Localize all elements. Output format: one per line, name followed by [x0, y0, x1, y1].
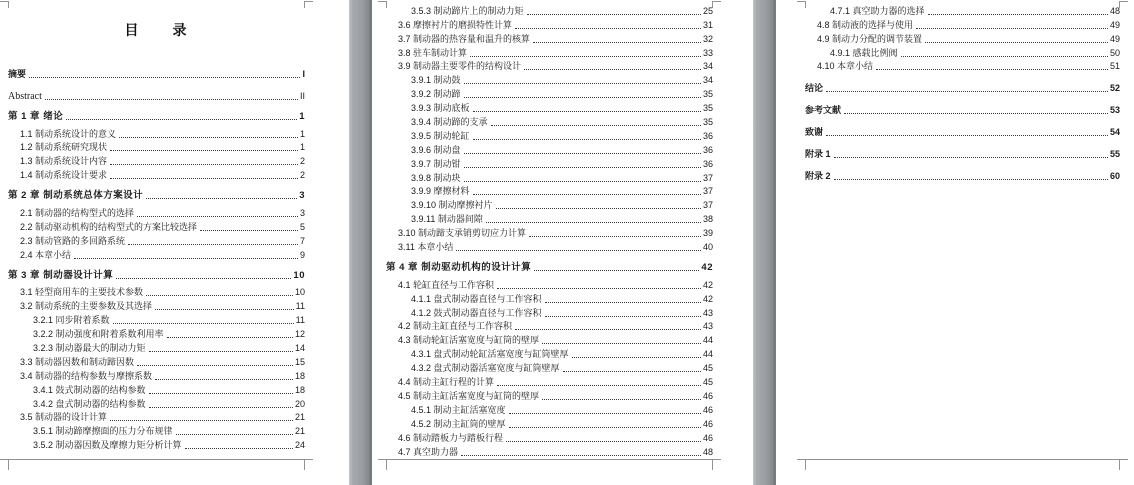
toc-entry-label: 1.1 制动系统设计的意义 [20, 128, 117, 139]
toc-entry-label: 3.2.2 制动强度和附着系数利用率 [33, 329, 164, 340]
toc-entry-label: 3.11 本章小结 [398, 242, 454, 253]
toc-entry-label: 1.3 制动系统设计内容 [20, 156, 108, 167]
dot-leader [149, 351, 293, 352]
dot-leader [834, 179, 1108, 180]
toc-entry[interactable] [386, 114, 713, 128]
dot-leader [515, 329, 701, 330]
toc-entry[interactable] [8, 285, 305, 299]
toc-entry[interactable] [386, 59, 713, 73]
toc-entry-page: 11 [295, 315, 305, 326]
toc-entry-page: 50 [1109, 47, 1120, 58]
dot-leader [119, 137, 298, 138]
toc-entry-page: 3 [299, 190, 305, 202]
dot-leader [473, 111, 701, 112]
toc-entry[interactable] [386, 305, 713, 319]
toc-entry-label: 3.9.5 制动轮缸 [411, 130, 470, 141]
dot-leader [110, 164, 298, 165]
toc-entry-label: 2.2 制动驱动机构的结构型式的方案比较选择 [20, 221, 198, 232]
toc-entry-page: II [299, 90, 305, 101]
toc-entry[interactable] [386, 225, 713, 239]
toc-entry-label: 3.9.9 摩擦材料 [411, 186, 470, 197]
toc-entry[interactable] [386, 17, 713, 31]
toc-entry[interactable] [386, 156, 713, 170]
dot-leader [524, 69, 701, 70]
toc-entry[interactable] [8, 312, 305, 326]
toc-entry-page: 45 [702, 363, 713, 374]
toc-entry-page: 7 [299, 235, 305, 246]
toc-entry-label: 第 4 章 制动驱动机构的设计计算 [386, 261, 532, 273]
dot-leader [137, 216, 298, 217]
toc-entry-page: 10 [294, 287, 305, 298]
toc-entry-label: 第 2 章 制动系统总体方案设计 [8, 190, 144, 202]
toc-entry-label: 3.10 制动蹄支承销剪切应力计算 [398, 228, 527, 239]
dot-leader [456, 250, 701, 251]
toc-entry-label: Abstract [8, 90, 42, 102]
toc-entry-label: 4.9.1 感载比例阀 [830, 47, 898, 58]
toc-entry-label: 3.2 制动系统的主要参数及其选择 [20, 301, 153, 312]
toc-entry-page: 34 [702, 61, 713, 72]
toc-entry-label: 2.4 本章小结 [20, 249, 72, 260]
dot-leader [527, 14, 701, 15]
toc-entry-label: 4.3.1 盘式制动轮缸活塞宽度与缸筒壁厚 [411, 349, 569, 360]
toc-entry-page: 46 [702, 390, 713, 401]
toc-entry-page: I [302, 68, 305, 79]
dot-leader [826, 91, 1108, 92]
dot-leader [464, 167, 701, 168]
dot-leader [113, 323, 294, 324]
dot-leader [146, 198, 297, 199]
toc-entry-label: 3.9 制动器主要零件的结构设计 [398, 61, 522, 72]
dot-leader [542, 399, 701, 400]
dot-leader [470, 56, 701, 57]
dot-leader [876, 69, 1108, 70]
toc-entry-page: 37 [702, 172, 713, 183]
crop-mark-bottom-right [712, 459, 713, 470]
toc-entry[interactable] [386, 239, 713, 253]
toc-entry[interactable] [8, 66, 305, 80]
toc-entry-page: 36 [702, 130, 713, 141]
toc-entry-page: 46 [702, 404, 713, 415]
toc-entry[interactable] [8, 126, 305, 140]
dot-leader [572, 357, 701, 358]
toc-entry-label: 3.3 制动器因数和制动蹄因数 [20, 356, 135, 367]
toc-entry[interactable] [386, 3, 713, 17]
dot-leader [497, 288, 701, 289]
dot-leader [844, 113, 1108, 114]
toc-entry-page: 39 [702, 228, 713, 239]
toc-entry[interactable] [805, 146, 1120, 160]
toc-entry[interactable] [805, 17, 1120, 31]
toc-entry-label: 3.9.6 制动盘 [411, 144, 461, 155]
toc-entry[interactable] [8, 437, 305, 451]
toc-entry[interactable] [8, 167, 305, 181]
toc-entry-page: 31 [702, 19, 713, 30]
toc-entry-label: 3.6 摩擦衬片的磨损特性计算 [398, 19, 513, 30]
dot-leader [464, 153, 701, 154]
toc-entry-page: 49 [1109, 33, 1120, 44]
toc-entry[interactable] [8, 382, 305, 396]
toc-entry-label: 3.4.1 鼓式制动器的结构参数 [33, 384, 146, 395]
toc-entry[interactable] [8, 410, 305, 424]
dot-leader [155, 379, 293, 380]
dot-leader [496, 208, 701, 209]
toc-entry-label: 3.5.3 制动蹄片上的制动力矩 [411, 5, 524, 16]
toc-entry[interactable] [805, 59, 1120, 73]
dot-leader [74, 258, 298, 259]
toc-entry[interactable] [805, 124, 1120, 138]
toc-entry-label: 4.3 制动轮缸活塞宽度与缸筒的壁厚 [398, 335, 540, 346]
toc-entry[interactable] [386, 360, 713, 374]
toc-entry-page: 42 [702, 293, 713, 304]
toc-entry[interactable] [386, 86, 713, 100]
toc-entry[interactable] [386, 184, 713, 198]
toc-entry-page: 9 [299, 249, 305, 260]
toc-entry-label: 3.5 制动器的设计计算 [20, 412, 108, 423]
toc-entry-page: 35 [702, 89, 713, 100]
toc-title: 目 录 [124, 22, 189, 38]
dot-leader [200, 230, 298, 231]
toc-entry[interactable] [8, 326, 305, 340]
toc-entry[interactable] [386, 319, 713, 333]
toc-entry[interactable] [386, 259, 713, 273]
dot-leader [116, 278, 291, 279]
toc-entry[interactable] [386, 197, 713, 211]
page-gap [753, 0, 776, 485]
toc-entry-label: 3.9.3 制动底板 [411, 103, 470, 114]
dot-leader [509, 427, 701, 428]
toc-entry[interactable] [386, 388, 713, 402]
toc-entry-label: 3.5.1 制动蹄摩擦面的压力分布规律 [33, 426, 173, 437]
toc-entry-label: 第 1 章 绪论 [8, 110, 64, 122]
toc-entry-page: 42 [702, 279, 713, 290]
toc-entry-label: 附录 1 [805, 149, 831, 160]
dot-leader [834, 157, 1108, 158]
text-boundary-bottom [797, 459, 1128, 460]
toc-entry-label: 3.9.1 制动鼓 [411, 75, 461, 86]
toc-entry[interactable] [386, 277, 713, 291]
dot-leader [155, 309, 294, 310]
text-area [386, 0, 713, 485]
toc-entry-page: 15 [294, 356, 305, 367]
toc-entry-label: 4.5.2 制动主缸筒的壁厚 [411, 418, 506, 429]
toc-entry-page: 53 [1109, 105, 1120, 116]
toc-entry[interactable] [8, 140, 305, 154]
dot-leader [545, 316, 701, 317]
toc-entry-page: 18 [294, 384, 305, 395]
toc-entry-list [8, 40, 305, 451]
dot-leader [506, 441, 701, 442]
toc-entry-page: 37 [702, 186, 713, 197]
dot-leader [928, 14, 1108, 15]
toc-entry-page: 1 [299, 128, 305, 139]
toc-entry-label: 摘要 [8, 68, 27, 79]
toc-entry-page: 43 [702, 321, 713, 332]
toc-entry-label: 4.9 制动力分配的调节装置 [817, 33, 923, 44]
toc-entry[interactable] [805, 168, 1120, 182]
toc-entry-page: 37 [702, 200, 713, 211]
crop-mark-bottom-left [386, 459, 387, 470]
text-boundary-bottom [0, 459, 313, 460]
toc-entry-page: 44 [702, 335, 713, 346]
toc-entry[interactable] [8, 187, 305, 201]
toc-entry-page: 60 [1109, 170, 1120, 181]
text-area [805, 0, 1120, 485]
toc-entry[interactable] [386, 332, 713, 346]
toc-entry-page: 14 [294, 343, 305, 354]
toc-entry-page: 3 [299, 208, 305, 219]
toc-entry[interactable] [8, 247, 305, 261]
crop-mark-top-right [304, 1, 313, 8]
document-page-1[interactable] [0, 0, 349, 485]
toc-entry[interactable] [8, 423, 305, 437]
toc-entry[interactable] [386, 416, 713, 430]
toc-entry-page: 35 [702, 103, 713, 114]
toc-entry[interactable] [386, 100, 713, 114]
toc-entry-label: 3.9.11 制动器间隙 [411, 214, 483, 225]
toc-entry[interactable] [8, 233, 305, 247]
toc-entry[interactable] [386, 346, 713, 360]
toc-entry-label: 4.10 本章小结 [817, 61, 874, 72]
toc-entry-page: 34 [702, 75, 713, 86]
toc-entry-label: 1.4 制动系统设计要求 [20, 170, 108, 181]
dot-leader [146, 295, 293, 296]
toc-entry-list [386, 0, 713, 458]
toc-entry-label: 4.3.2 盘式制动器活塞宽度与缸筒壁厚 [411, 363, 560, 374]
crop-mark-bottom-right [304, 459, 305, 470]
toc-entry-page: 48 [1109, 5, 1120, 16]
toc-entry-page: 46 [702, 432, 713, 443]
toc-entry-label: 结论 [805, 83, 824, 94]
dot-leader [464, 97, 701, 98]
toc-entry-label: 4.5 制动主缸活塞宽度与缸筒的壁厚 [398, 390, 540, 401]
dot-leader [461, 455, 701, 456]
toc-entry-page: 11 [295, 301, 305, 312]
toc-entry-label: 3.7 制动器的热容量和温升的核算 [398, 33, 531, 44]
toc-entry-page: 46 [702, 418, 713, 429]
text-area [8, 0, 305, 485]
dot-leader [486, 222, 701, 223]
toc-entry-label: 参考文献 [805, 105, 842, 116]
toc-entry-label: 3.9.10 制动摩擦衬片 [411, 200, 493, 211]
toc-entry[interactable] [386, 170, 713, 184]
toc-entry[interactable] [386, 444, 713, 458]
toc-entry[interactable] [805, 80, 1120, 94]
document-page-3[interactable] [776, 0, 1134, 485]
dot-leader [533, 42, 701, 43]
dot-leader [916, 28, 1108, 29]
dot-leader [901, 56, 1108, 57]
toc-entry-label: 3.1 轻型商用车的主要技术参数 [20, 287, 144, 298]
dot-leader [29, 77, 300, 78]
dot-leader [185, 448, 293, 449]
dot-leader [167, 337, 293, 338]
dot-leader [128, 244, 298, 245]
dot-leader [529, 236, 701, 237]
toc-entry-label: 3.5.2 制动器因数及摩擦力矩分析计算 [33, 440, 182, 451]
dot-leader [464, 83, 701, 84]
toc-entry-page: 36 [702, 158, 713, 169]
dot-leader [534, 270, 699, 271]
toc-entry[interactable] [8, 88, 305, 102]
toc-entry[interactable] [8, 219, 305, 233]
dot-leader [149, 407, 293, 408]
toc-entry-label: 3.9.4 制动蹄的支承 [411, 117, 488, 128]
dot-leader [110, 420, 293, 421]
dot-leader [509, 413, 701, 414]
crop-mark-top-right [1119, 1, 1128, 8]
toc-entry-page: 55 [1109, 149, 1120, 160]
toc-entry-page: 21 [294, 412, 305, 423]
dot-leader [497, 385, 701, 386]
toc-entry[interactable] [386, 142, 713, 156]
toc-entry[interactable] [8, 368, 305, 382]
dot-leader [491, 125, 701, 126]
toc-entry-page: 44 [702, 349, 713, 360]
toc-entry-label: 3.4 制动器的结构参数与摩擦系数 [20, 370, 153, 381]
toc-entry-label: 3.8 驻车制动计算 [398, 47, 468, 58]
toc-entry-page: 36 [702, 144, 713, 155]
dot-leader [542, 343, 701, 344]
dot-leader [110, 178, 298, 179]
toc-entry[interactable] [8, 354, 305, 368]
page-gap [349, 0, 372, 485]
toc-entry[interactable] [386, 45, 713, 59]
toc-entry-page: 18 [294, 370, 305, 381]
dot-leader [563, 371, 701, 372]
toc-entry-page: 40 [702, 242, 713, 253]
dot-leader [110, 150, 298, 151]
toc-entry-label: 4.7 真空助力器 [398, 446, 459, 457]
toc-entry[interactable] [386, 402, 713, 416]
toc-entry-label: 4.1.1 盘式制动器直径与工作容积 [411, 293, 542, 304]
toc-entry[interactable] [386, 291, 713, 305]
toc-entry-label: 4.5.1 制动主缸活塞宽度 [411, 404, 506, 415]
toc-entry-label: 4.7.1 真空助力器的选择 [830, 5, 925, 16]
toc-entry[interactable] [386, 430, 713, 444]
dot-leader [137, 365, 293, 366]
dot-leader [515, 28, 701, 29]
dot-leader [473, 139, 701, 140]
toc-entry-label: 4.1.2 鼓式制动器直径与工作容积 [411, 307, 542, 318]
toc-entry-label: 4.8 制动液的选择与使用 [817, 19, 914, 30]
toc-entry-page: 2 [299, 156, 305, 167]
toc-entry-page: 33 [702, 47, 713, 58]
toc-entry-label: 4.4 制动主缸行程的计算 [398, 377, 495, 388]
dot-leader [66, 119, 297, 120]
toc-entry-page: 12 [294, 329, 305, 340]
toc-entry-page: 32 [702, 33, 713, 44]
dot-leader [925, 42, 1108, 43]
toc-entry-page: 38 [702, 214, 713, 225]
toc-entry-page: 54 [1109, 127, 1120, 138]
toc-entry[interactable] [805, 45, 1120, 59]
crop-mark-bottom-right [1119, 459, 1120, 470]
toc-entry-page: 1 [299, 142, 305, 153]
toc-entry-label: 2.1 制动器的结构型式的选择 [20, 208, 135, 219]
toc-entry-page: 42 [701, 261, 713, 273]
toc-entry[interactable] [805, 31, 1120, 45]
toc-entry[interactable] [8, 298, 305, 312]
toc-entry[interactable] [8, 267, 305, 281]
toc-entry-label: 4.1 轮缸直径与工作容积 [398, 279, 495, 290]
toc-entry-label: 3.4.2 盘式制动器的结构参数 [33, 398, 146, 409]
crop-mark-top-left [0, 1, 9, 8]
toc-entry[interactable] [386, 72, 713, 86]
toc-entry[interactable] [8, 396, 305, 410]
crop-mark-top-right [712, 1, 721, 8]
toc-entry-page: 21 [294, 426, 305, 437]
text-boundary-bottom [378, 459, 721, 460]
toc-entry[interactable] [8, 153, 305, 167]
toc-entry-page: 51 [1109, 61, 1120, 72]
toc-entry-label: 3.2.3 制动器最大的制动力矩 [33, 343, 146, 354]
document-page-2[interactable] [372, 0, 753, 485]
toc-entry[interactable] [8, 108, 305, 122]
toc-entry[interactable] [386, 31, 713, 45]
toc-entry-page: 20 [294, 398, 305, 409]
toc-entry[interactable] [386, 211, 713, 225]
toc-entry-page: 48 [702, 446, 713, 457]
toc-entry[interactable] [386, 374, 713, 388]
toc-entry-page: 52 [1109, 83, 1120, 94]
toc-entry-list [805, 0, 1120, 182]
toc-entry-page: 43 [702, 307, 713, 318]
toc-entry[interactable] [8, 205, 305, 219]
dot-leader [45, 99, 298, 100]
toc-entry-label: 4.2 制动主缸直径与工作容积 [398, 321, 513, 332]
toc-entry-label: 第 3 章 制动器设计计算 [8, 269, 114, 281]
toc-entry-page: 25 [702, 5, 713, 16]
toc-entry-label: 附录 2 [805, 170, 831, 181]
toc-entry-label: 3.9.8 制动块 [411, 172, 461, 183]
toc-entry[interactable] [805, 3, 1120, 17]
toc-entry[interactable] [805, 102, 1120, 116]
dot-leader [464, 181, 701, 182]
toc-entry-label: 致谢 [805, 127, 824, 138]
toc-entry-page: 5 [299, 221, 305, 232]
toc-entry-label: 3.2.1 同步附着系数 [33, 315, 110, 326]
dot-leader [149, 393, 293, 394]
dot-leader [545, 302, 701, 303]
dot-leader [473, 194, 701, 195]
crop-mark-bottom-left [8, 459, 9, 470]
crop-mark-bottom-left [805, 459, 806, 470]
toc-entry-page: 2 [299, 170, 305, 181]
dot-leader [826, 135, 1108, 136]
toc-entry-page: 35 [702, 117, 713, 128]
toc-entry-page: 49 [1109, 19, 1120, 30]
toc-entry-page: 24 [294, 440, 305, 451]
toc-entry-label: 1.2 制动系统研究现状 [20, 142, 108, 153]
dot-leader [176, 434, 293, 435]
toc-entry-page: 1 [299, 110, 305, 122]
toc-entry-label: 3.9.2 制动蹄 [411, 89, 461, 100]
toc-entry-label: 3.9.7 制动钳 [411, 158, 461, 169]
toc-entry-label: 2.3 制动管路的多回路系统 [20, 235, 126, 246]
toc-entry-page: 10 [293, 269, 305, 281]
toc-entry[interactable] [8, 340, 305, 354]
toc-entry-page: 45 [702, 377, 713, 388]
toc-entry[interactable] [386, 128, 713, 142]
toc-entry-label: 4.6 制动踏板力与踏板行程 [398, 432, 504, 443]
